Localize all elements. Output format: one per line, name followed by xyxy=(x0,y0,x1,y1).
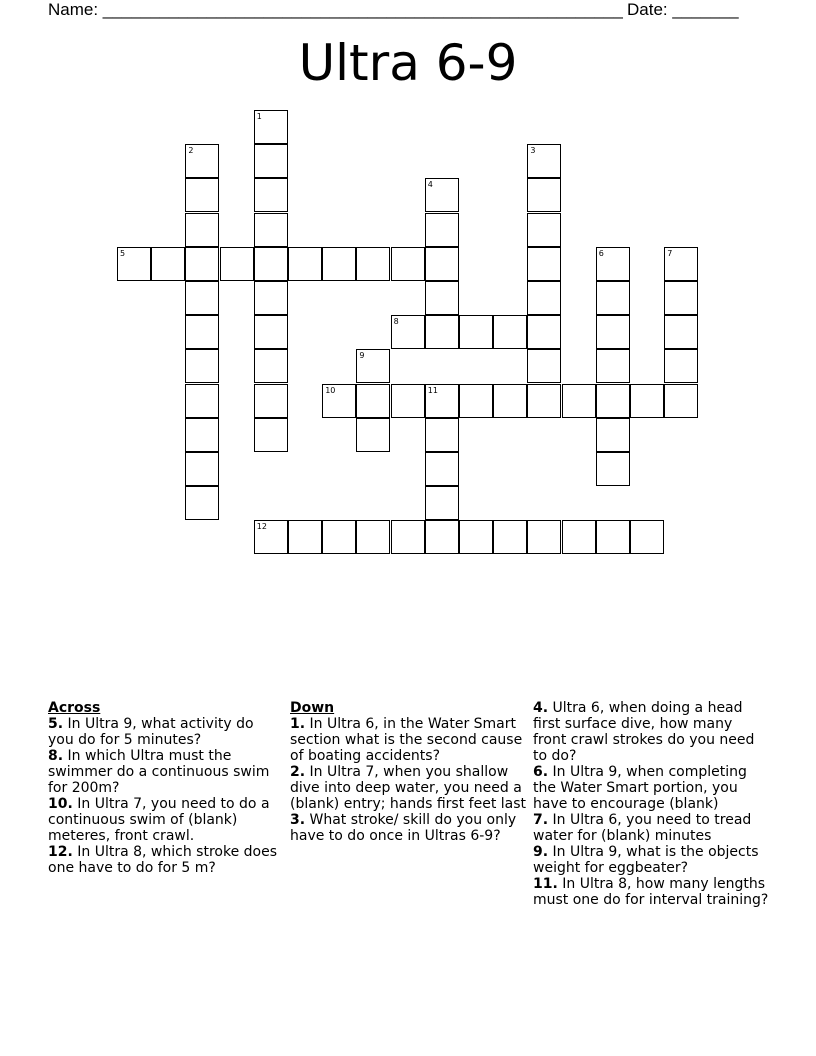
crossword-cell[interactable] xyxy=(254,247,288,281)
clue-item xyxy=(533,844,769,876)
crossword-cell[interactable] xyxy=(185,349,219,383)
crossword-cell[interactable] xyxy=(391,384,425,418)
crossword-cell[interactable] xyxy=(254,213,288,247)
crossword-cell[interactable] xyxy=(185,247,219,281)
crossword-cell[interactable] xyxy=(664,349,698,383)
crossword-cell[interactable] xyxy=(596,520,630,554)
crossword-cell[interactable] xyxy=(425,418,459,452)
crossword-cell[interactable] xyxy=(151,247,185,281)
clue-item xyxy=(48,716,278,748)
crossword-cell[interactable] xyxy=(562,384,596,418)
crossword-cell[interactable] xyxy=(185,144,219,178)
crossword-cell[interactable] xyxy=(527,384,561,418)
clue-number: 2. xyxy=(290,764,306,780)
clue-item xyxy=(533,812,769,844)
crossword-cell[interactable] xyxy=(254,520,288,554)
clue-number: 4 xyxy=(427,180,433,190)
crossword-cell[interactable] xyxy=(288,247,322,281)
across-heading: Across xyxy=(48,700,101,716)
crossword-cell[interactable] xyxy=(356,349,390,383)
crossword-cell[interactable] xyxy=(459,315,493,349)
crossword-cell[interactable] xyxy=(254,349,288,383)
crossword-cell[interactable] xyxy=(356,384,390,418)
clue-number: 7. xyxy=(533,812,549,828)
crossword-cell[interactable] xyxy=(493,520,527,554)
clue-text: In Ultra 7, you need to do a continuous swim of (blank) meteres, front crawl. xyxy=(48,796,270,844)
crossword-cell[interactable] xyxy=(220,247,254,281)
clue-item xyxy=(48,844,278,876)
clue-number: 3 xyxy=(530,146,536,156)
crossword-cell[interactable] xyxy=(596,349,630,383)
crossword-cell[interactable] xyxy=(527,247,561,281)
crossword-cell[interactable] xyxy=(185,452,219,486)
crossword-cell[interactable] xyxy=(254,144,288,178)
crossword-cell[interactable] xyxy=(425,384,459,418)
crossword-cell[interactable] xyxy=(254,281,288,315)
clue-number: 1. xyxy=(290,716,306,732)
crossword-cell[interactable] xyxy=(185,315,219,349)
crossword-cell[interactable] xyxy=(493,384,527,418)
crossword-cell[interactable] xyxy=(391,247,425,281)
crossword-cell[interactable] xyxy=(596,247,630,281)
crossword-cell[interactable] xyxy=(322,247,356,281)
clue-number: 10. xyxy=(48,796,73,812)
crossword-cell[interactable] xyxy=(630,520,664,554)
crossword-cell[interactable] xyxy=(185,486,219,520)
crossword-cell[interactable] xyxy=(425,315,459,349)
across-clues xyxy=(48,700,278,876)
crossword-cell[interactable] xyxy=(527,213,561,247)
crossword-cell[interactable] xyxy=(425,213,459,247)
down-clues xyxy=(290,700,526,844)
crossword-cell[interactable] xyxy=(425,520,459,554)
crossword-cell[interactable] xyxy=(425,486,459,520)
crossword-cell[interactable] xyxy=(527,520,561,554)
clue-text: In Ultra 9, when completing the Water Smart portion, you have to encourage (blank) xyxy=(533,764,747,812)
clue-number: 6. xyxy=(533,764,549,780)
crossword-cell[interactable] xyxy=(254,384,288,418)
crossword-cell[interactable] xyxy=(254,110,288,144)
crossword-cell[interactable] xyxy=(254,418,288,452)
clue-number: 12. xyxy=(48,844,73,860)
clue-number: 4. xyxy=(533,700,549,716)
crossword-cell[interactable] xyxy=(459,384,493,418)
crossword-cell[interactable] xyxy=(185,178,219,212)
crossword-cell[interactable] xyxy=(117,247,151,281)
clue-text: What stroke/ skill do you only have to do once in Ultras 6-9? xyxy=(290,812,517,844)
crossword-cell[interactable] xyxy=(425,452,459,486)
clue-number: 8. xyxy=(48,748,64,764)
clue-number: 11. xyxy=(533,876,558,892)
clue-number: 3. xyxy=(290,812,306,828)
crossword-cell[interactable] xyxy=(664,247,698,281)
name-field: Name: _______________________________________________________ xyxy=(48,0,623,19)
crossword-cell[interactable] xyxy=(356,520,390,554)
crossword-cell[interactable] xyxy=(185,213,219,247)
clue-number: 9. xyxy=(533,844,549,860)
clue-number: 9 xyxy=(359,351,365,361)
crossword-cell[interactable] xyxy=(596,281,630,315)
crossword-cell[interactable] xyxy=(322,384,356,418)
crossword-cell[interactable] xyxy=(596,452,630,486)
clue-text: In Ultra 9, what is the objects weight for eggbeater? xyxy=(533,844,759,876)
crossword-cell[interactable] xyxy=(288,520,322,554)
clue-number: 7 xyxy=(667,248,673,258)
crossword-cell[interactable] xyxy=(356,247,390,281)
clue-number: 1 xyxy=(256,112,262,121)
crossword-cell[interactable] xyxy=(356,418,390,452)
crossword-cell[interactable] xyxy=(527,281,561,315)
crossword-cell[interactable] xyxy=(527,178,561,212)
crossword-cell[interactable] xyxy=(254,315,288,349)
down-heading: Down xyxy=(290,700,335,716)
clue-number: 5 xyxy=(120,248,126,258)
clue-item xyxy=(48,796,278,844)
clue-item xyxy=(48,748,278,796)
clue-item xyxy=(533,700,769,764)
clue-text: Ultra 6, when doing a head first surface dive, how many front crawl strokes do you need to do? xyxy=(533,700,755,764)
crossword-cell[interactable] xyxy=(664,315,698,349)
crossword-cell[interactable] xyxy=(459,520,493,554)
crossword-cell[interactable] xyxy=(185,384,219,418)
crossword-cell[interactable] xyxy=(185,281,219,315)
crossword-cell[interactable] xyxy=(391,520,425,554)
clue-item xyxy=(533,876,769,908)
clue-item xyxy=(290,764,526,812)
crossword-cell[interactable] xyxy=(322,520,356,554)
crossword-cell[interactable] xyxy=(425,178,459,212)
clue-number: 6 xyxy=(598,248,604,258)
crossword-cell[interactable] xyxy=(185,418,219,452)
clue-number: 8 xyxy=(393,317,399,327)
clue-number: 12 xyxy=(256,522,267,532)
crossword-cell[interactable] xyxy=(527,349,561,383)
crossword-cell[interactable] xyxy=(664,384,698,418)
crossword-cell[interactable] xyxy=(664,281,698,315)
crossword-cell[interactable] xyxy=(562,520,596,554)
clue-text: In Ultra 8, which stroke does one have to do for 5 m? xyxy=(48,844,277,876)
crossword-cell[interactable] xyxy=(425,281,459,315)
crossword-cell[interactable] xyxy=(596,384,630,418)
clue-item xyxy=(533,764,769,812)
crossword-cell[interactable] xyxy=(527,315,561,349)
clue-number: 10 xyxy=(325,385,336,395)
clue-text: In which Ultra must the swimmer do a continuous swim for 200m? xyxy=(48,748,270,796)
clue-number: 11 xyxy=(427,385,438,395)
clue-number: 5. xyxy=(48,716,64,732)
crossword-cell[interactable] xyxy=(425,247,459,281)
crossword-cell[interactable] xyxy=(391,315,425,349)
crossword-cell[interactable] xyxy=(596,418,630,452)
clue-item xyxy=(290,716,526,764)
clue-number: 2 xyxy=(188,146,194,156)
down-clues-continued xyxy=(533,700,769,908)
clue-text: In Ultra 9, what activity do you do for 5 minutes? xyxy=(48,716,254,748)
date-field: Date: _______ xyxy=(627,0,739,19)
clue-text: In Ultra 8, how many lengths must one do for interval training? xyxy=(533,876,769,908)
crossword-cell[interactable] xyxy=(527,144,561,178)
crossword-cell[interactable] xyxy=(630,384,664,418)
clue-text: In Ultra 6, you need to tread water for (blank) minutes xyxy=(533,812,752,844)
crossword-cell[interactable] xyxy=(254,178,288,212)
clue-text: In Ultra 6, in the Water Smart section what is the second cause of boating accidents? xyxy=(290,716,523,764)
crossword-cell[interactable] xyxy=(493,315,527,349)
crossword-cell[interactable] xyxy=(596,315,630,349)
page-title: Ultra 6-9 xyxy=(298,34,518,92)
clue-item xyxy=(290,812,526,844)
clue-text: In Ultra 7, when you shallow dive into deep water, you need a (blank) entry; hands first feet last xyxy=(290,764,527,812)
